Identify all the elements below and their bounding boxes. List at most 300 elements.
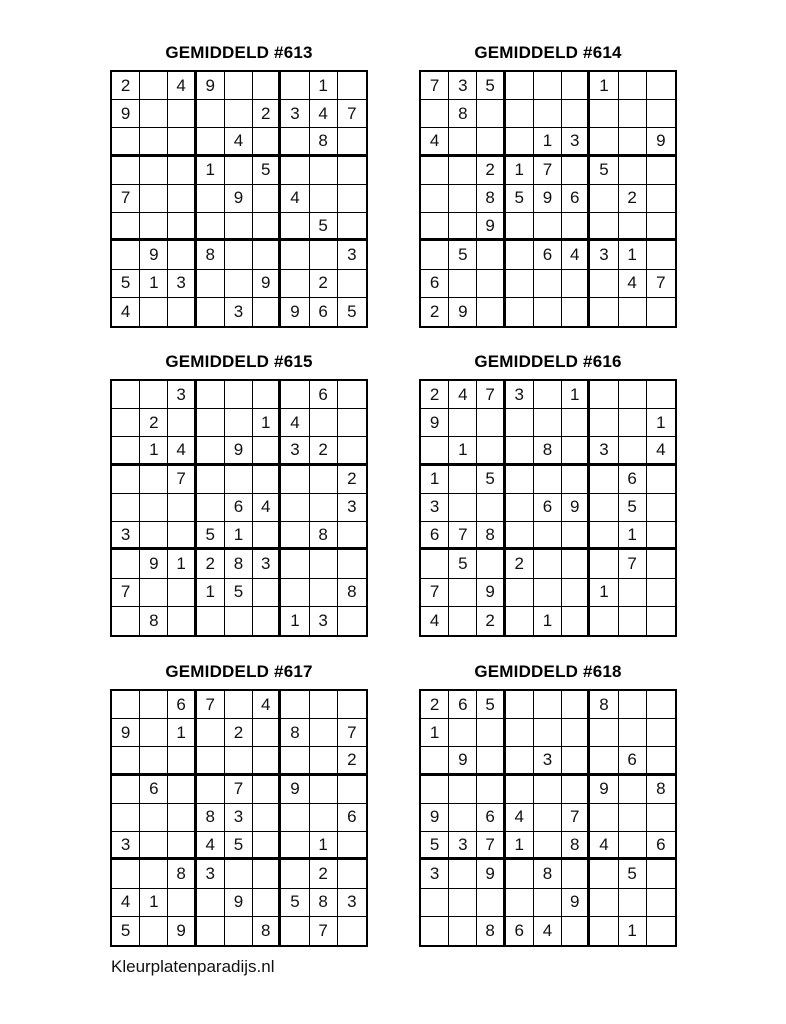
sudoku-cell[interactable] (534, 381, 562, 409)
sudoku-cell[interactable] (506, 494, 534, 522)
sudoku-cell[interactable] (449, 213, 477, 241)
sudoku-cell[interactable] (647, 72, 675, 100)
sudoku-cell[interactable] (562, 100, 590, 128)
sudoku-cell[interactable] (562, 747, 590, 775)
sudoku-cell[interactable] (112, 691, 140, 719)
sudoku-cell[interactable] (168, 607, 196, 635)
sudoku-cell[interactable] (562, 437, 590, 465)
sudoku-cell[interactable] (281, 157, 309, 185)
sudoku-cell[interactable]: 4 (647, 437, 675, 465)
sudoku-cell[interactable] (590, 889, 618, 917)
sudoku-cell[interactable] (647, 579, 675, 607)
sudoku-cell[interactable]: 9 (449, 298, 477, 326)
sudoku-cell[interactable] (225, 381, 253, 409)
sudoku-cell[interactable] (647, 550, 675, 578)
sudoku-cell[interactable] (619, 128, 647, 156)
sudoku-cell[interactable] (140, 691, 168, 719)
sudoku-cell[interactable] (197, 185, 225, 213)
sudoku-cell[interactable] (477, 298, 505, 326)
sudoku-cell[interactable] (590, 607, 618, 635)
sudoku-cell[interactable] (112, 241, 140, 269)
sudoku-cell[interactable] (421, 100, 449, 128)
sudoku-cell[interactable]: 7 (534, 157, 562, 185)
sudoku-cell[interactable]: 9 (140, 550, 168, 578)
sudoku-cell[interactable] (168, 185, 196, 213)
sudoku-cell[interactable]: 4 (534, 917, 562, 945)
sudoku-cell[interactable] (647, 522, 675, 550)
sudoku-cell[interactable] (253, 747, 281, 775)
sudoku-cell[interactable]: 9 (225, 889, 253, 917)
sudoku-cell[interactable] (310, 719, 338, 747)
sudoku-cell[interactable] (338, 213, 366, 241)
sudoku-cell[interactable] (338, 270, 366, 298)
sudoku-cell[interactable] (253, 298, 281, 326)
sudoku-cell[interactable] (253, 241, 281, 269)
sudoku-cell[interactable]: 8 (197, 241, 225, 269)
sudoku-cell[interactable] (590, 213, 618, 241)
sudoku-cell[interactable]: 4 (225, 128, 253, 156)
sudoku-cell[interactable] (281, 494, 309, 522)
sudoku-cell[interactable] (197, 298, 225, 326)
sudoku-cell[interactable]: 2 (477, 607, 505, 635)
sudoku-cell[interactable] (562, 776, 590, 804)
sudoku-cell[interactable] (590, 917, 618, 945)
sudoku-cell[interactable] (310, 494, 338, 522)
sudoku-cell[interactable] (647, 747, 675, 775)
sudoku-cell[interactable]: 6 (421, 522, 449, 550)
sudoku-cell[interactable]: 1 (281, 607, 309, 635)
sudoku-cell[interactable] (281, 691, 309, 719)
sudoku-cell[interactable] (562, 298, 590, 326)
sudoku-cell[interactable] (140, 917, 168, 945)
sudoku-cell[interactable]: 8 (310, 128, 338, 156)
sudoku-cell[interactable]: 2 (310, 860, 338, 888)
sudoku-cell[interactable] (310, 157, 338, 185)
sudoku-cell[interactable] (140, 72, 168, 100)
sudoku-cell[interactable] (562, 719, 590, 747)
sudoku-cell[interactable] (619, 607, 647, 635)
sudoku-cell[interactable] (590, 747, 618, 775)
sudoku-cell[interactable] (647, 298, 675, 326)
sudoku-cell[interactable] (168, 241, 196, 269)
sudoku-cell[interactable]: 7 (112, 579, 140, 607)
sudoku-cell[interactable] (310, 776, 338, 804)
sudoku-cell[interactable] (477, 494, 505, 522)
sudoku-cell[interactable]: 6 (562, 185, 590, 213)
sudoku-cell[interactable]: 2 (310, 270, 338, 298)
sudoku-cell[interactable]: 1 (310, 832, 338, 860)
sudoku-cell[interactable] (140, 719, 168, 747)
sudoku-cell[interactable] (168, 889, 196, 917)
sudoku-cell[interactable] (590, 719, 618, 747)
sudoku-cell[interactable] (590, 185, 618, 213)
sudoku-cell[interactable] (619, 832, 647, 860)
sudoku-cell[interactable] (619, 409, 647, 437)
sudoku-cell[interactable] (506, 298, 534, 326)
sudoku-cell[interactable] (619, 157, 647, 185)
sudoku-cell[interactable]: 3 (253, 550, 281, 578)
sudoku-cell[interactable]: 5 (477, 72, 505, 100)
sudoku-cell[interactable] (534, 550, 562, 578)
sudoku-cell[interactable] (140, 522, 168, 550)
sudoku-cell[interactable] (310, 579, 338, 607)
sudoku-cell[interactable]: 1 (619, 917, 647, 945)
sudoku-cell[interactable] (534, 804, 562, 832)
sudoku-cell[interactable] (421, 917, 449, 945)
sudoku-cell[interactable] (140, 466, 168, 494)
sudoku-cell[interactable] (112, 494, 140, 522)
sudoku-cell[interactable]: 2 (140, 409, 168, 437)
sudoku-cell[interactable]: 5 (197, 522, 225, 550)
sudoku-cell[interactable] (253, 381, 281, 409)
sudoku-cell[interactable] (506, 437, 534, 465)
sudoku-cell[interactable] (168, 804, 196, 832)
sudoku-cell[interactable] (281, 860, 309, 888)
sudoku-cell[interactable]: 2 (338, 466, 366, 494)
sudoku-cell[interactable] (647, 691, 675, 719)
sudoku-cell[interactable] (112, 437, 140, 465)
sudoku-cell[interactable]: 3 (112, 832, 140, 860)
sudoku-cell[interactable]: 2 (225, 719, 253, 747)
sudoku-cell[interactable] (140, 381, 168, 409)
sudoku-cell[interactable] (140, 579, 168, 607)
sudoku-cell[interactable]: 2 (338, 747, 366, 775)
sudoku-cell[interactable]: 4 (253, 494, 281, 522)
sudoku-cell[interactable]: 6 (225, 494, 253, 522)
sudoku-cell[interactable]: 8 (310, 889, 338, 917)
sudoku-cell[interactable]: 9 (590, 776, 618, 804)
sudoku-cell[interactable] (647, 466, 675, 494)
sudoku-cell[interactable] (112, 607, 140, 635)
sudoku-cell[interactable] (338, 409, 366, 437)
sudoku-cell[interactable]: 4 (253, 691, 281, 719)
sudoku-cell[interactable]: 8 (197, 804, 225, 832)
sudoku-cell[interactable]: 3 (590, 241, 618, 269)
sudoku-cell[interactable] (112, 466, 140, 494)
sudoku-cell[interactable]: 5 (112, 917, 140, 945)
sudoku-cell[interactable] (140, 157, 168, 185)
sudoku-cell[interactable]: 8 (590, 691, 618, 719)
sudoku-cell[interactable] (168, 409, 196, 437)
sudoku-cell[interactable]: 1 (168, 550, 196, 578)
sudoku-cell[interactable]: 5 (225, 579, 253, 607)
sudoku-cell[interactable] (506, 747, 534, 775)
sudoku-cell[interactable] (449, 409, 477, 437)
sudoku-cell[interactable] (338, 550, 366, 578)
sudoku-cell[interactable] (197, 381, 225, 409)
sudoku-cell[interactable] (562, 607, 590, 635)
sudoku-cell[interactable]: 3 (534, 747, 562, 775)
sudoku-cell[interactable]: 5 (253, 157, 281, 185)
sudoku-cell[interactable] (449, 719, 477, 747)
sudoku-cell[interactable]: 8 (477, 522, 505, 550)
sudoku-cell[interactable] (310, 747, 338, 775)
sudoku-cell[interactable]: 1 (140, 437, 168, 465)
sudoku-cell[interactable] (562, 579, 590, 607)
sudoku-cell[interactable]: 6 (421, 270, 449, 298)
sudoku-cell[interactable] (534, 72, 562, 100)
sudoku-cell[interactable]: 3 (197, 860, 225, 888)
sudoku-cell[interactable]: 5 (590, 157, 618, 185)
sudoku-cell[interactable] (534, 691, 562, 719)
sudoku-cell[interactable] (421, 550, 449, 578)
sudoku-cell[interactable]: 3 (281, 100, 309, 128)
sudoku-cell[interactable]: 1 (506, 832, 534, 860)
sudoku-cell[interactable]: 5 (477, 466, 505, 494)
sudoku-cell[interactable] (449, 466, 477, 494)
sudoku-cell[interactable] (421, 213, 449, 241)
sudoku-cell[interactable] (534, 298, 562, 326)
sudoku-cell[interactable]: 2 (477, 157, 505, 185)
sudoku-cell[interactable]: 8 (449, 100, 477, 128)
sudoku-cell[interactable]: 7 (338, 719, 366, 747)
sudoku-cell[interactable] (449, 776, 477, 804)
sudoku-cell[interactable]: 9 (562, 889, 590, 917)
sudoku-cell[interactable]: 1 (619, 241, 647, 269)
sudoku-cell[interactable]: 1 (197, 157, 225, 185)
sudoku-cell[interactable] (647, 804, 675, 832)
sudoku-cell[interactable]: 9 (647, 128, 675, 156)
sudoku-cell[interactable]: 8 (534, 860, 562, 888)
sudoku-cell[interactable]: 8 (562, 832, 590, 860)
sudoku-cell[interactable] (197, 607, 225, 635)
sudoku-cell[interactable] (506, 100, 534, 128)
sudoku-cell[interactable]: 8 (647, 776, 675, 804)
sudoku-cell[interactable] (647, 157, 675, 185)
sudoku-cell[interactable] (449, 804, 477, 832)
sudoku-cell[interactable] (281, 917, 309, 945)
sudoku-cell[interactable] (225, 72, 253, 100)
sudoku-cell[interactable] (477, 550, 505, 578)
sudoku-cell[interactable]: 4 (619, 270, 647, 298)
sudoku-cell[interactable] (477, 270, 505, 298)
sudoku-cell[interactable] (421, 185, 449, 213)
sudoku-cell[interactable] (506, 860, 534, 888)
sudoku-cell[interactable]: 4 (197, 832, 225, 860)
sudoku-cell[interactable]: 7 (310, 917, 338, 945)
sudoku-cell[interactable] (140, 804, 168, 832)
sudoku-cell[interactable] (225, 860, 253, 888)
sudoku-cell[interactable] (590, 522, 618, 550)
sudoku-cell[interactable] (506, 522, 534, 550)
sudoku-cell[interactable] (562, 409, 590, 437)
sudoku-cell[interactable]: 6 (449, 691, 477, 719)
sudoku-cell[interactable] (477, 100, 505, 128)
sudoku-cell[interactable]: 3 (562, 128, 590, 156)
sudoku-cell[interactable]: 1 (310, 72, 338, 100)
sudoku-cell[interactable] (449, 157, 477, 185)
sudoku-cell[interactable] (253, 437, 281, 465)
sudoku-cell[interactable] (562, 522, 590, 550)
sudoku-cell[interactable]: 4 (281, 409, 309, 437)
sudoku-cell[interactable] (281, 270, 309, 298)
sudoku-cell[interactable] (225, 270, 253, 298)
sudoku-cell[interactable]: 9 (253, 270, 281, 298)
sudoku-cell[interactable] (140, 128, 168, 156)
sudoku-cell[interactable] (197, 437, 225, 465)
sudoku-cell[interactable] (477, 719, 505, 747)
sudoku-cell[interactable] (647, 241, 675, 269)
sudoku-cell[interactable] (506, 889, 534, 917)
sudoku-cell[interactable] (253, 128, 281, 156)
sudoku-cell[interactable] (534, 522, 562, 550)
sudoku-cell[interactable] (534, 100, 562, 128)
sudoku-cell[interactable] (338, 128, 366, 156)
sudoku-cell[interactable]: 6 (477, 804, 505, 832)
sudoku-cell[interactable]: 4 (112, 889, 140, 917)
sudoku-cell[interactable]: 6 (310, 381, 338, 409)
sudoku-cell[interactable] (168, 522, 196, 550)
sudoku-cell[interactable]: 9 (477, 213, 505, 241)
sudoku-cell[interactable]: 1 (225, 522, 253, 550)
sudoku-cell[interactable] (477, 437, 505, 465)
sudoku-cell[interactable] (338, 860, 366, 888)
sudoku-cell[interactable]: 3 (338, 494, 366, 522)
sudoku-cell[interactable] (253, 579, 281, 607)
sudoku-cell[interactable] (112, 128, 140, 156)
sudoku-cell[interactable] (197, 719, 225, 747)
sudoku-cell[interactable] (477, 889, 505, 917)
sudoku-cell[interactable] (449, 579, 477, 607)
sudoku-cell[interactable] (619, 889, 647, 917)
sudoku-cell[interactable] (281, 522, 309, 550)
sudoku-cell[interactable] (449, 128, 477, 156)
sudoku-cell[interactable] (647, 917, 675, 945)
sudoku-cell[interactable] (477, 128, 505, 156)
sudoku-cell[interactable] (310, 804, 338, 832)
sudoku-cell[interactable] (590, 381, 618, 409)
sudoku-cell[interactable] (421, 437, 449, 465)
sudoku-cell[interactable]: 6 (168, 691, 196, 719)
sudoku-cell[interactable]: 1 (562, 381, 590, 409)
sudoku-cell[interactable] (168, 579, 196, 607)
sudoku-cell[interactable] (253, 72, 281, 100)
sudoku-cell[interactable] (506, 241, 534, 269)
sudoku-cell[interactable] (338, 157, 366, 185)
sudoku-cell[interactable]: 7 (168, 466, 196, 494)
sudoku-cell[interactable] (197, 270, 225, 298)
sudoku-cell[interactable]: 3 (421, 494, 449, 522)
sudoku-cell[interactable]: 4 (112, 298, 140, 326)
sudoku-cell[interactable] (590, 466, 618, 494)
sudoku-cell[interactable]: 8 (338, 579, 366, 607)
sudoku-cell[interactable] (647, 494, 675, 522)
sudoku-cell[interactable] (310, 241, 338, 269)
sudoku-cell[interactable]: 9 (140, 241, 168, 269)
sudoku-cell[interactable] (590, 270, 618, 298)
sudoku-cell[interactable]: 5 (477, 691, 505, 719)
sudoku-cell[interactable] (338, 437, 366, 465)
sudoku-cell[interactable] (506, 607, 534, 635)
sudoku-cell[interactable] (253, 213, 281, 241)
sudoku-cell[interactable] (225, 607, 253, 635)
sudoku-cell[interactable] (534, 776, 562, 804)
sudoku-cell[interactable]: 8 (281, 719, 309, 747)
sudoku-cell[interactable] (253, 832, 281, 860)
sudoku-cell[interactable]: 9 (225, 437, 253, 465)
sudoku-cell[interactable] (449, 185, 477, 213)
sudoku-cell[interactable] (168, 494, 196, 522)
sudoku-cell[interactable] (253, 522, 281, 550)
sudoku-cell[interactable] (534, 466, 562, 494)
sudoku-cell[interactable] (506, 719, 534, 747)
sudoku-cell[interactable]: 5 (225, 832, 253, 860)
sudoku-cell[interactable] (590, 494, 618, 522)
sudoku-cell[interactable]: 4 (310, 100, 338, 128)
sudoku-cell[interactable]: 7 (112, 185, 140, 213)
sudoku-cell[interactable] (647, 381, 675, 409)
sudoku-cell[interactable]: 7 (197, 691, 225, 719)
sudoku-cell[interactable]: 7 (477, 381, 505, 409)
sudoku-cell[interactable] (449, 889, 477, 917)
sudoku-cell[interactable]: 9 (421, 409, 449, 437)
sudoku-cell[interactable]: 2 (421, 298, 449, 326)
sudoku-cell[interactable] (647, 213, 675, 241)
sudoku-cell[interactable] (197, 917, 225, 945)
sudoku-cell[interactable] (140, 298, 168, 326)
sudoku-cell[interactable]: 4 (590, 832, 618, 860)
sudoku-cell[interactable] (449, 607, 477, 635)
sudoku-cell[interactable] (619, 100, 647, 128)
sudoku-cell[interactable]: 1 (421, 466, 449, 494)
sudoku-cell[interactable] (140, 185, 168, 213)
sudoku-cell[interactable]: 7 (619, 550, 647, 578)
sudoku-cell[interactable] (534, 832, 562, 860)
sudoku-cell[interactable]: 3 (168, 270, 196, 298)
sudoku-cell[interactable]: 3 (506, 381, 534, 409)
sudoku-cell[interactable] (140, 494, 168, 522)
sudoku-cell[interactable] (562, 72, 590, 100)
sudoku-cell[interactable]: 5 (449, 241, 477, 269)
sudoku-cell[interactable] (449, 494, 477, 522)
sudoku-cell[interactable] (225, 409, 253, 437)
sudoku-cell[interactable] (197, 213, 225, 241)
sudoku-cell[interactable] (506, 128, 534, 156)
sudoku-cell[interactable]: 5 (310, 213, 338, 241)
sudoku-cell[interactable] (590, 804, 618, 832)
sudoku-cell[interactable] (534, 889, 562, 917)
sudoku-cell[interactable]: 4 (562, 241, 590, 269)
sudoku-cell[interactable]: 1 (449, 437, 477, 465)
sudoku-cell[interactable] (112, 157, 140, 185)
sudoku-cell[interactable] (421, 776, 449, 804)
sudoku-cell[interactable]: 1 (140, 270, 168, 298)
sudoku-cell[interactable] (534, 409, 562, 437)
sudoku-cell[interactable] (338, 917, 366, 945)
sudoku-cell[interactable] (281, 128, 309, 156)
sudoku-cell[interactable]: 7 (225, 776, 253, 804)
sudoku-cell[interactable] (168, 213, 196, 241)
sudoku-cell[interactable]: 1 (168, 719, 196, 747)
sudoku-cell[interactable] (562, 213, 590, 241)
sudoku-cell[interactable] (338, 832, 366, 860)
sudoku-cell[interactable]: 9 (112, 100, 140, 128)
sudoku-cell[interactable]: 2 (310, 437, 338, 465)
sudoku-cell[interactable]: 6 (140, 776, 168, 804)
sudoku-cell[interactable] (140, 860, 168, 888)
sudoku-cell[interactable]: 2 (421, 691, 449, 719)
sudoku-cell[interactable]: 9 (477, 860, 505, 888)
sudoku-cell[interactable]: 1 (197, 579, 225, 607)
sudoku-cell[interactable]: 6 (338, 804, 366, 832)
sudoku-cell[interactable]: 1 (590, 72, 618, 100)
sudoku-cell[interactable] (140, 213, 168, 241)
sudoku-cell[interactable]: 5 (619, 494, 647, 522)
sudoku-cell[interactable] (281, 213, 309, 241)
sudoku-cell[interactable]: 3 (310, 607, 338, 635)
sudoku-cell[interactable]: 1 (506, 157, 534, 185)
sudoku-cell[interactable]: 6 (506, 917, 534, 945)
